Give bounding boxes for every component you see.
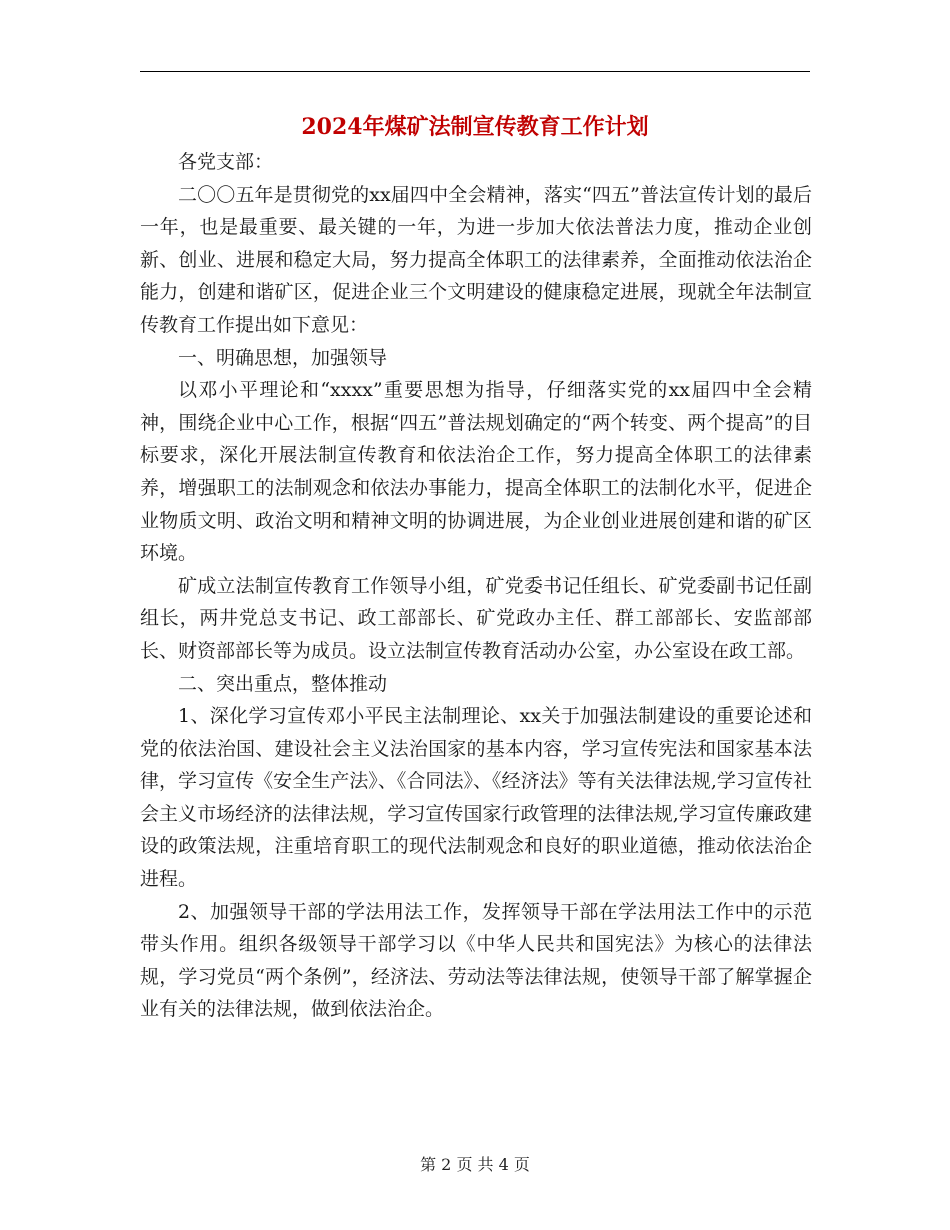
page-number-footer: 第 2 页 共 4 页 — [420, 1155, 530, 1174]
document-title: 2024年煤矿法制宣传教育工作计划 — [301, 114, 649, 140]
section-heading-2: 二、突出重点，整体推动 — [178, 672, 388, 695]
intro-paragraph: 二〇〇五年是贯彻党的xx届四中全会精神，落实“四五”普法宣传计划的最后一年，也是最重要、最关键的一年，为进一步加大依法普法力度，推动企业创新、创业、进展和稳定大局，努力提高全体职工的法律素养，全面推动依法治企能力，创建和谐矿区，促进企业三个文明建设的健康稳定进展，现就全年法制宣传教育工作提出如下意见： — [140, 183, 812, 336]
paragraph-guiding-thought: 以邓小平理论和“xxxx”重要思想为指导，仔细落实党的xx届四中全会精神，围绕企业中心工作，根据“四五”普法规划确定的“两个转变、两个提高”的目标要求，深化开展法制宣传教育和依法治企工作，努力提高全体职工的法律素养，增强职工的法制观念和依法办事能力，提高全体职工的法制化水平，促进企业物质文明、政治文明和精神文明的协调进展，为企业创业进展创建和谐的矿区环境。 — [140, 379, 812, 565]
list-item-1: 1、深化学习宣传邓小平民主法制理论、xx关于加强法制建设的重要论述和党的依法治国、建设社会主义法治国家的基本内容，学习宣传宪法和国家基本法律，学习宣传《安全生产法》、《合同法》、《经济法》等有关法律法规,学习宣传社会主义市场经济的法律法规，学习宣传国家行政管理的法律法规,学习宣传廉政建设的政策法规，注重培育职工的现代法制观念和良好的职业道德，推动依法治企进程。 — [140, 705, 812, 891]
paragraph-leadership-group: 矿成立法制宣传教育工作领导小组，矿党委书记任组长、矿党委副书记任副组长，两井党总支书记、政工部部长、矿党政办主任、群工部部长、安监部部长、财资部部长等为成员。设立法制宣传教育活动办公室，办公室设在政工部。 — [140, 574, 812, 662]
list-item-2: 2、加强领导干部的学法用法工作，发挥领导干部在学法用法工作中的示范带头作用。组织各级领导干部学习以《中华人民共和国宪法》为核心的法律法规，学习党员“两个条例”，经济法、劳动法等法律法规，使领导干部了解掌握企业有关的法律法规，做到依法治企。 — [140, 900, 812, 1021]
section-heading-1: 一、明确思想，加强领导 — [178, 346, 388, 369]
header-rule — [140, 71, 810, 72]
salutation: 各党支部： — [178, 151, 274, 173]
document-body — [140, 146, 812, 1026]
